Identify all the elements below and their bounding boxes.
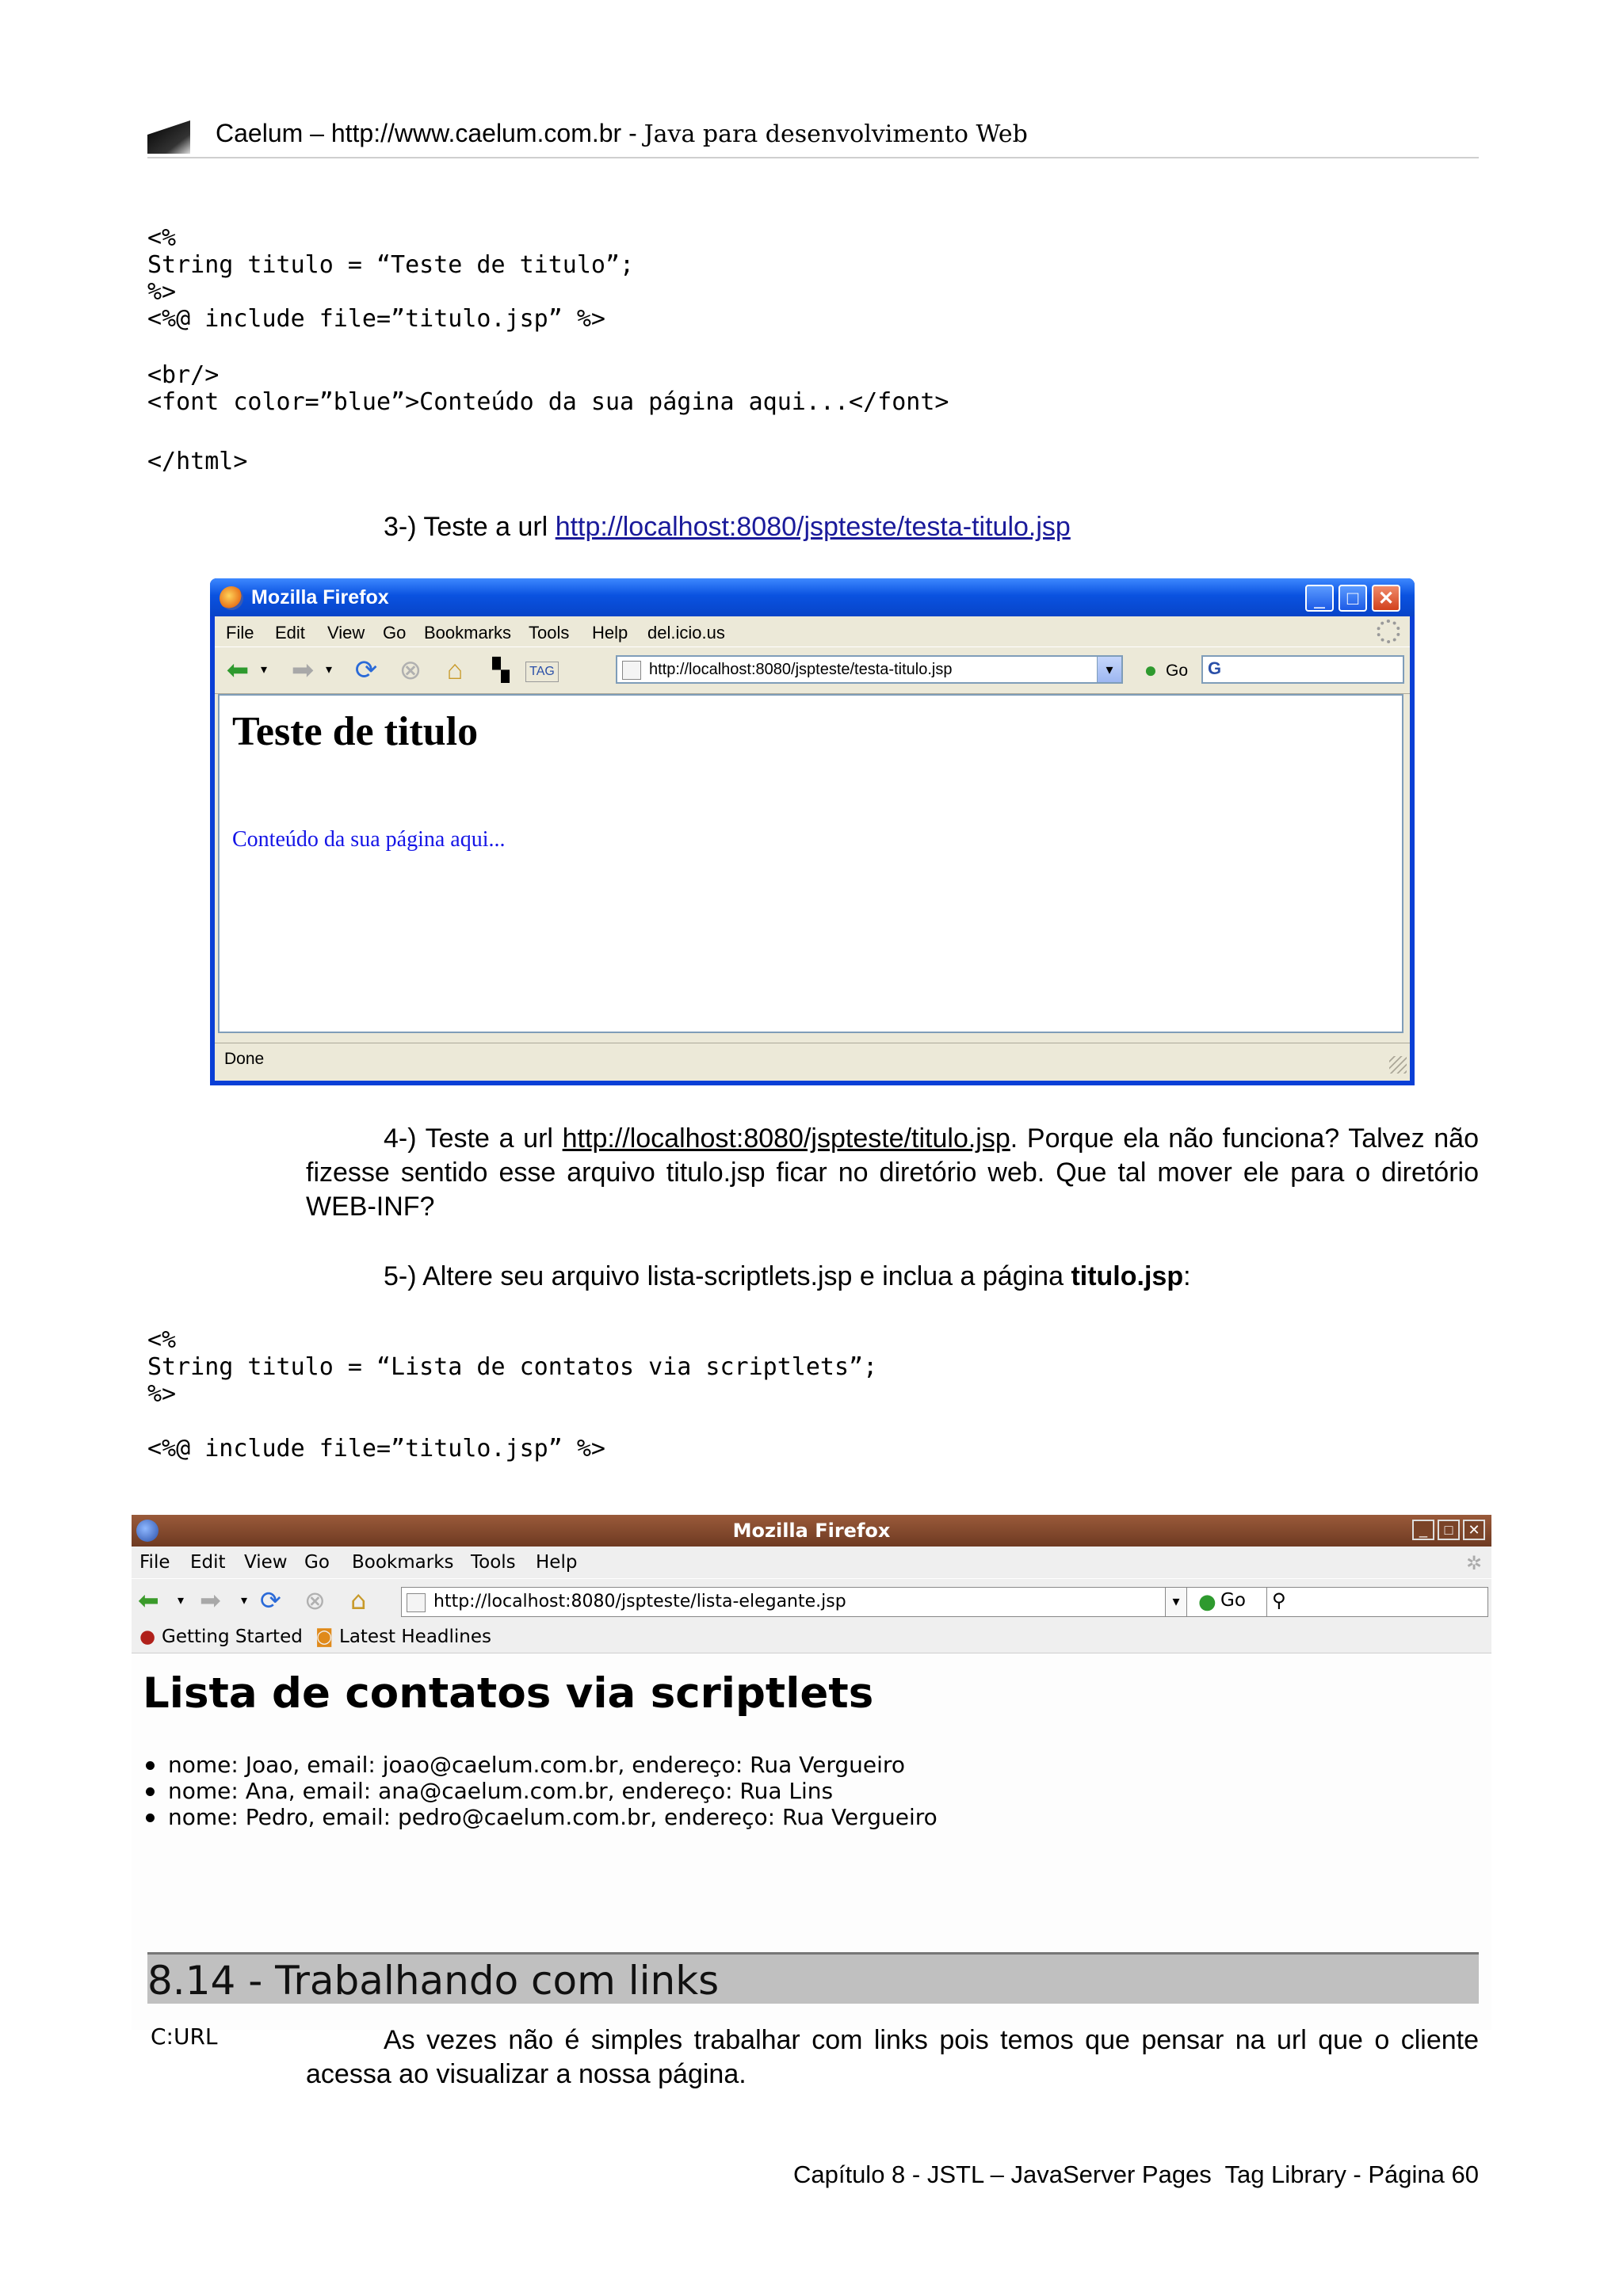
menu-bar	[215, 616, 1410, 646]
step-5-bold: titulo.jsp	[1071, 1261, 1184, 1291]
address-bar[interactable]	[616, 655, 1123, 684]
address-dropdown-icon[interactable]: ▾	[1097, 657, 1121, 682]
maximize-button[interactable]: □	[1338, 585, 1367, 612]
tag-button[interactable]: TAG	[525, 662, 559, 682]
page-blue-text: Conteúdo da sua página aqui...	[232, 827, 506, 852]
menu-bookmarks[interactable]: Bookmarks	[424, 623, 512, 643]
list-item: nome: Ana, email: ana@caelum.com.br, endereço: Rua Lins	[143, 1778, 938, 1804]
magnifier-icon: ⚲	[1272, 1589, 1286, 1611]
contacts-list	[143, 1752, 938, 1830]
navigation-toolbar	[215, 646, 1410, 694]
page-viewport	[218, 694, 1403, 1033]
firefox-window-xp	[210, 578, 1415, 1085]
list-item: nome: Pedro, email: pedro@caelum.com.br, endereço: Rua Vergueiro	[143, 1804, 938, 1830]
caelum-logo-icon	[147, 120, 190, 154]
minimize-button-2[interactable]: _	[1412, 1520, 1434, 1540]
forward-dropdown-icon-2[interactable]: ▾	[241, 1592, 248, 1608]
page-header	[216, 119, 1028, 148]
code-block-include: <%@ include file=”titulo.jsp” %>	[147, 1435, 605, 1463]
back-icon-2[interactable]: ⬅	[138, 1585, 159, 1615]
header-site: Caelum – http://www.caelum.com.br -	[216, 119, 644, 147]
back-dropdown-icon-2[interactable]: ▾	[178, 1592, 185, 1608]
step-4-text: 4-) Teste a url http://localhost:8080/jspteste/titulo.jsp. Porque ela não funciona? Talvez não fizesse sentido esse arquivo titulo.jsp ficar no diretório web. Que tal mover ele para o diretório WEB-INF?	[306, 1123, 1479, 1222]
rss-icon: ◙	[315, 1627, 334, 1647]
forward-icon[interactable]: ➡	[291, 655, 315, 685]
address-url-2: http://localhost:8080/jspteste/lista-elegante.jsp	[433, 1592, 846, 1611]
menu-bar-2	[132, 1547, 1491, 1578]
code-block-font: <br/> <font color=”blue”>Conteúdo da sua página aqui...</font>	[147, 361, 949, 416]
menu-go-2[interactable]: Go	[304, 1552, 330, 1573]
reload-icon[interactable]: ⟳	[354, 655, 378, 685]
throbber-icon-2: ✲	[1466, 1552, 1483, 1574]
header-course: Java para desenvolvimento Web	[643, 120, 1028, 148]
menu-tools[interactable]: Tools	[529, 623, 570, 643]
menu-edit-2[interactable]: Edit	[190, 1552, 226, 1573]
home-icon[interactable]: ⌂	[446, 655, 464, 685]
reload-icon-2[interactable]: ⟳	[260, 1585, 281, 1615]
page-heading-2: Lista de contatos via scriptlets	[143, 1669, 874, 1718]
menu-help[interactable]: Help	[592, 623, 628, 643]
forward-icon-2[interactable]: ➡	[200, 1585, 221, 1615]
minimize-button[interactable]: _	[1305, 585, 1334, 612]
bookmarks-toolbar	[132, 1621, 1491, 1653]
back-icon[interactable]: ⬅	[226, 655, 250, 685]
side-label: C:URL	[151, 2023, 218, 2050]
maximize-button-2[interactable]: □	[1438, 1520, 1460, 1540]
step-4-link[interactable]: http://localhost:8080/jspteste/titulo.jsp	[562, 1123, 1010, 1154]
code-block-close-html: </html>	[147, 448, 248, 475]
status-text: Done	[224, 1050, 265, 1068]
navigation-toolbar-2	[132, 1578, 1491, 1622]
window-titlebar-2	[132, 1515, 1491, 1547]
address-url: http://localhost:8080/jspteste/testa-titulo.jsp	[649, 661, 953, 678]
code-block-scriptlet: <% String titulo = “Teste de titulo”; %> <%@ include file=”titulo.jsp” %>	[147, 224, 635, 333]
close-button-2[interactable]: ✕	[1463, 1520, 1485, 1540]
firefox-logo-icon	[220, 586, 243, 610]
go-icon-2[interactable]: ●	[1198, 1590, 1216, 1614]
back-dropdown-icon[interactable]: ▾	[260, 663, 268, 677]
menu-go[interactable]: Go	[383, 623, 407, 643]
status-bar	[215, 1043, 1410, 1077]
address-dropdown-icon-2[interactable]: ▾	[1165, 1587, 1187, 1617]
page-heading: Teste de titulo	[232, 709, 479, 754]
stop-icon-2[interactable]: ⊗	[304, 1585, 326, 1615]
step-5-text: 5-) Altere seu arquivo lista-scriptlets.jsp e inclua a página titulo.jsp:	[384, 1261, 1191, 1291]
menu-view-2[interactable]: View	[244, 1552, 288, 1573]
go-label[interactable]: Go	[1166, 662, 1189, 680]
page-footer: Capítulo 8 - JSTL – JavaServer Pages Tag Library - Página 60	[792, 2161, 1479, 2188]
throbber-icon	[1377, 620, 1400, 643]
window-titlebar	[210, 578, 1415, 616]
menu-help-2[interactable]: Help	[536, 1552, 578, 1573]
stop-icon[interactable]: ⊗	[399, 655, 422, 685]
menu-edit[interactable]: Edit	[275, 623, 305, 643]
menu-file-2[interactable]: File	[139, 1552, 170, 1573]
forward-dropdown-icon[interactable]: ▾	[325, 663, 333, 677]
step-3-link[interactable]: http://localhost:8080/jspteste/testa-titulo.jsp	[555, 512, 1071, 542]
menu-view[interactable]: View	[327, 623, 365, 643]
home-icon-2[interactable]: ⌂	[350, 1585, 367, 1615]
window-title-2: Mozilla Firefox	[732, 1520, 891, 1542]
bookmark-latest-headlines[interactable]: Latest Headlines	[339, 1627, 492, 1647]
section-paragraph: As vezes não é simples trabalhar com links pois temos que pensar na url que o cliente acessa ao visualizar a nossa página.	[306, 2025, 1479, 2089]
menu-delicious[interactable]: del.icio.us	[647, 623, 725, 643]
go-label-2[interactable]: Go	[1220, 1590, 1246, 1611]
bookmark-getting-started[interactable]: Getting Started	[162, 1627, 303, 1647]
menu-tools-2[interactable]: Tools	[471, 1552, 516, 1573]
page-icon-2	[407, 1593, 426, 1612]
go-icon[interactable]: ●	[1144, 658, 1158, 682]
step-3-text: 3-) Teste a url http://localhost:8080/jspteste/testa-titulo.jsp	[384, 512, 1071, 542]
section-title: 8.14 - Trabalhando com links	[147, 1958, 720, 2004]
resize-grip-icon[interactable]	[1389, 1056, 1407, 1074]
menu-bookmarks-2[interactable]: Bookmarks	[352, 1552, 454, 1573]
header-divider	[147, 157, 1479, 158]
list-item: nome: Joao, email: joao@caelum.com.br, endereço: Rua Vergueiro	[143, 1752, 938, 1778]
page-icon	[622, 661, 641, 680]
window-body	[215, 616, 1410, 1081]
window-title: Mozilla Firefox	[251, 586, 389, 608]
menu-file[interactable]: File	[226, 623, 254, 643]
delicious-icon[interactable]: ▚	[492, 658, 510, 682]
search-box[interactable]	[1201, 655, 1404, 684]
search-box-2[interactable]	[1266, 1587, 1488, 1617]
code-block-scriptlet-2: <% String titulo = “Lista de contatos via scriptlets”; %>	[147, 1326, 878, 1408]
google-search-icon: G	[1208, 658, 1222, 678]
close-button[interactable]: ✕	[1372, 585, 1400, 612]
getting-started-icon: ●	[139, 1627, 156, 1647]
section-heading	[147, 1952, 1479, 2004]
